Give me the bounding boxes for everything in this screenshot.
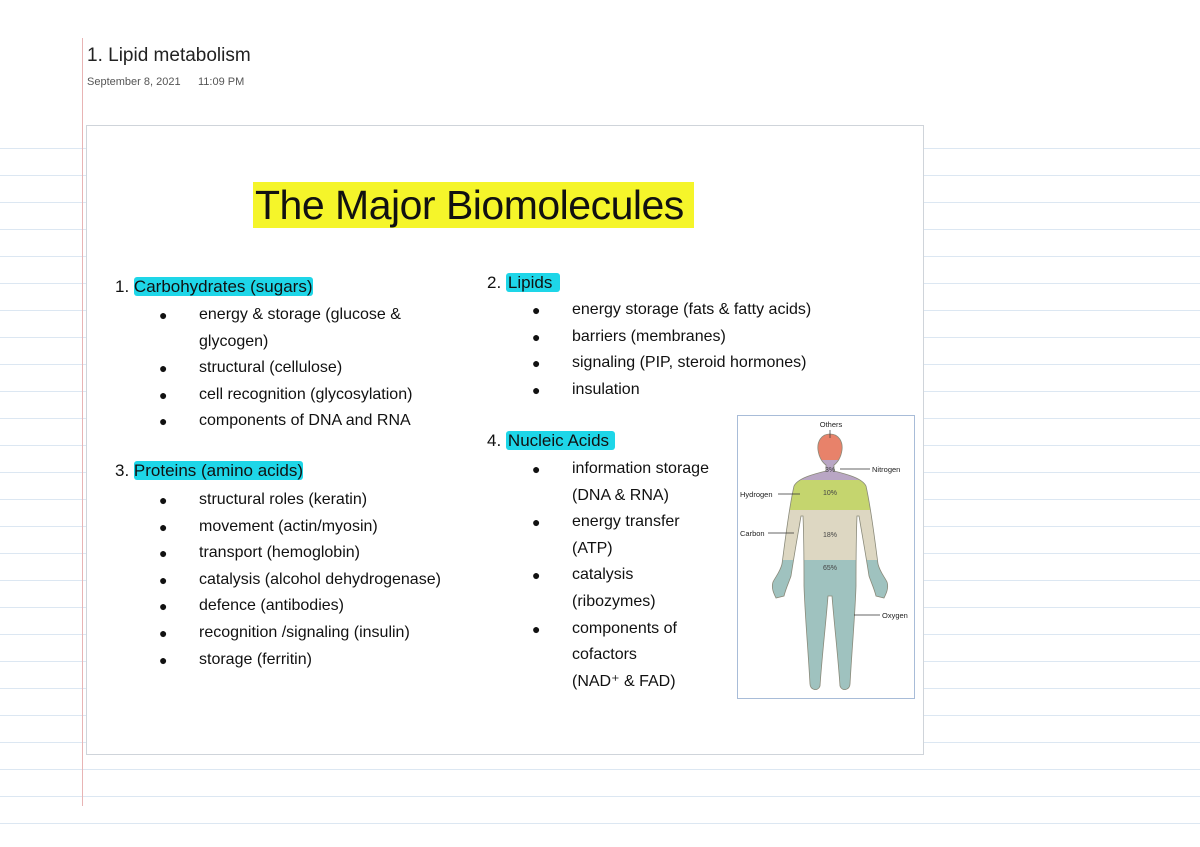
others-label: Others	[819, 420, 843, 429]
list-item-continuation: (NAD⁺ & FAD)	[572, 672, 676, 690]
body-composition-figure	[737, 415, 915, 699]
list-item: ● recognition /signaling (insulin)	[159, 623, 410, 641]
carbon-label: Carbon	[740, 529, 765, 538]
hydrogen-label: Hydrogen	[740, 490, 773, 499]
list-item-continuation: (DNA & RNA)	[572, 486, 669, 504]
proteins-list	[159, 487, 441, 673]
list-item: ● cell recognition (glycosylation)	[159, 385, 413, 403]
list-item: ● information storage	[532, 460, 709, 477]
page-title: 1. Lipid metabolism	[87, 45, 251, 66]
embedded-slide	[86, 125, 924, 755]
nucleic-acids-list	[532, 456, 709, 695]
oxygen-label: Oxygen	[882, 611, 908, 620]
lipids-heading: 2. Lipids	[487, 272, 560, 294]
list-item: ● energy transfer	[532, 513, 680, 531]
list-item: ● defence (antibodies)	[159, 597, 344, 615]
slide-title: The Major Biomolecules	[253, 180, 694, 230]
carbon-percent: 18%	[822, 532, 838, 539]
proteins-heading: 3. Proteins (amino acids)	[115, 461, 304, 480]
list-item-continuation: cofactors	[572, 646, 637, 664]
note-time: 11:09 PM	[198, 76, 245, 88]
list-item-continuation: (ribozymes)	[572, 592, 656, 610]
list-item: ● catalysis (alcohol dehydrogenase)	[159, 570, 441, 588]
list-item: ● insulation	[532, 380, 640, 398]
margin-rule	[82, 38, 83, 806]
oxygen-region	[738, 560, 914, 698]
nucleic-acids-heading: 4. Nucleic Acids	[487, 430, 615, 452]
oxygen-percent: 65%	[822, 565, 838, 572]
list-item: ● catalysis	[532, 566, 634, 584]
list-item: ● energy storage (fats & fatty acids)	[532, 301, 812, 318]
list-item: ● storage (ferritin)	[159, 650, 312, 668]
nitrogen-label: Nitrogen	[872, 465, 901, 474]
list-item-continuation: glycogen)	[199, 332, 269, 350]
note-date: September 8, 2021	[87, 76, 181, 88]
nitrogen-percent: 3%	[824, 467, 836, 474]
list-item-continuation: (ATP)	[572, 539, 613, 557]
list-item: ● signaling (PIP, steroid hormones)	[532, 354, 807, 372]
list-item: ● movement (actin/myosin)	[159, 517, 378, 535]
list-item: ● structural (cellulose)	[159, 359, 343, 377]
list-item: ● components of DNA and RNA	[159, 412, 411, 430]
list-item: ● components of	[532, 619, 677, 637]
human-body-diagram	[738, 416, 914, 698]
list-item: ● structural roles (keratin)	[159, 491, 368, 508]
list-item: ● transport (hemoglobin)	[159, 544, 360, 562]
carbohydrates-list	[159, 302, 413, 435]
list-item: ● energy & storage (glucose &	[159, 306, 401, 323]
carbohydrates-heading: 1. Carbohydrates (sugars)	[115, 277, 313, 296]
list-item: ● barriers (membranes)	[532, 327, 726, 345]
hydrogen-percent: 10%	[822, 490, 838, 497]
lipids-list	[532, 297, 812, 403]
